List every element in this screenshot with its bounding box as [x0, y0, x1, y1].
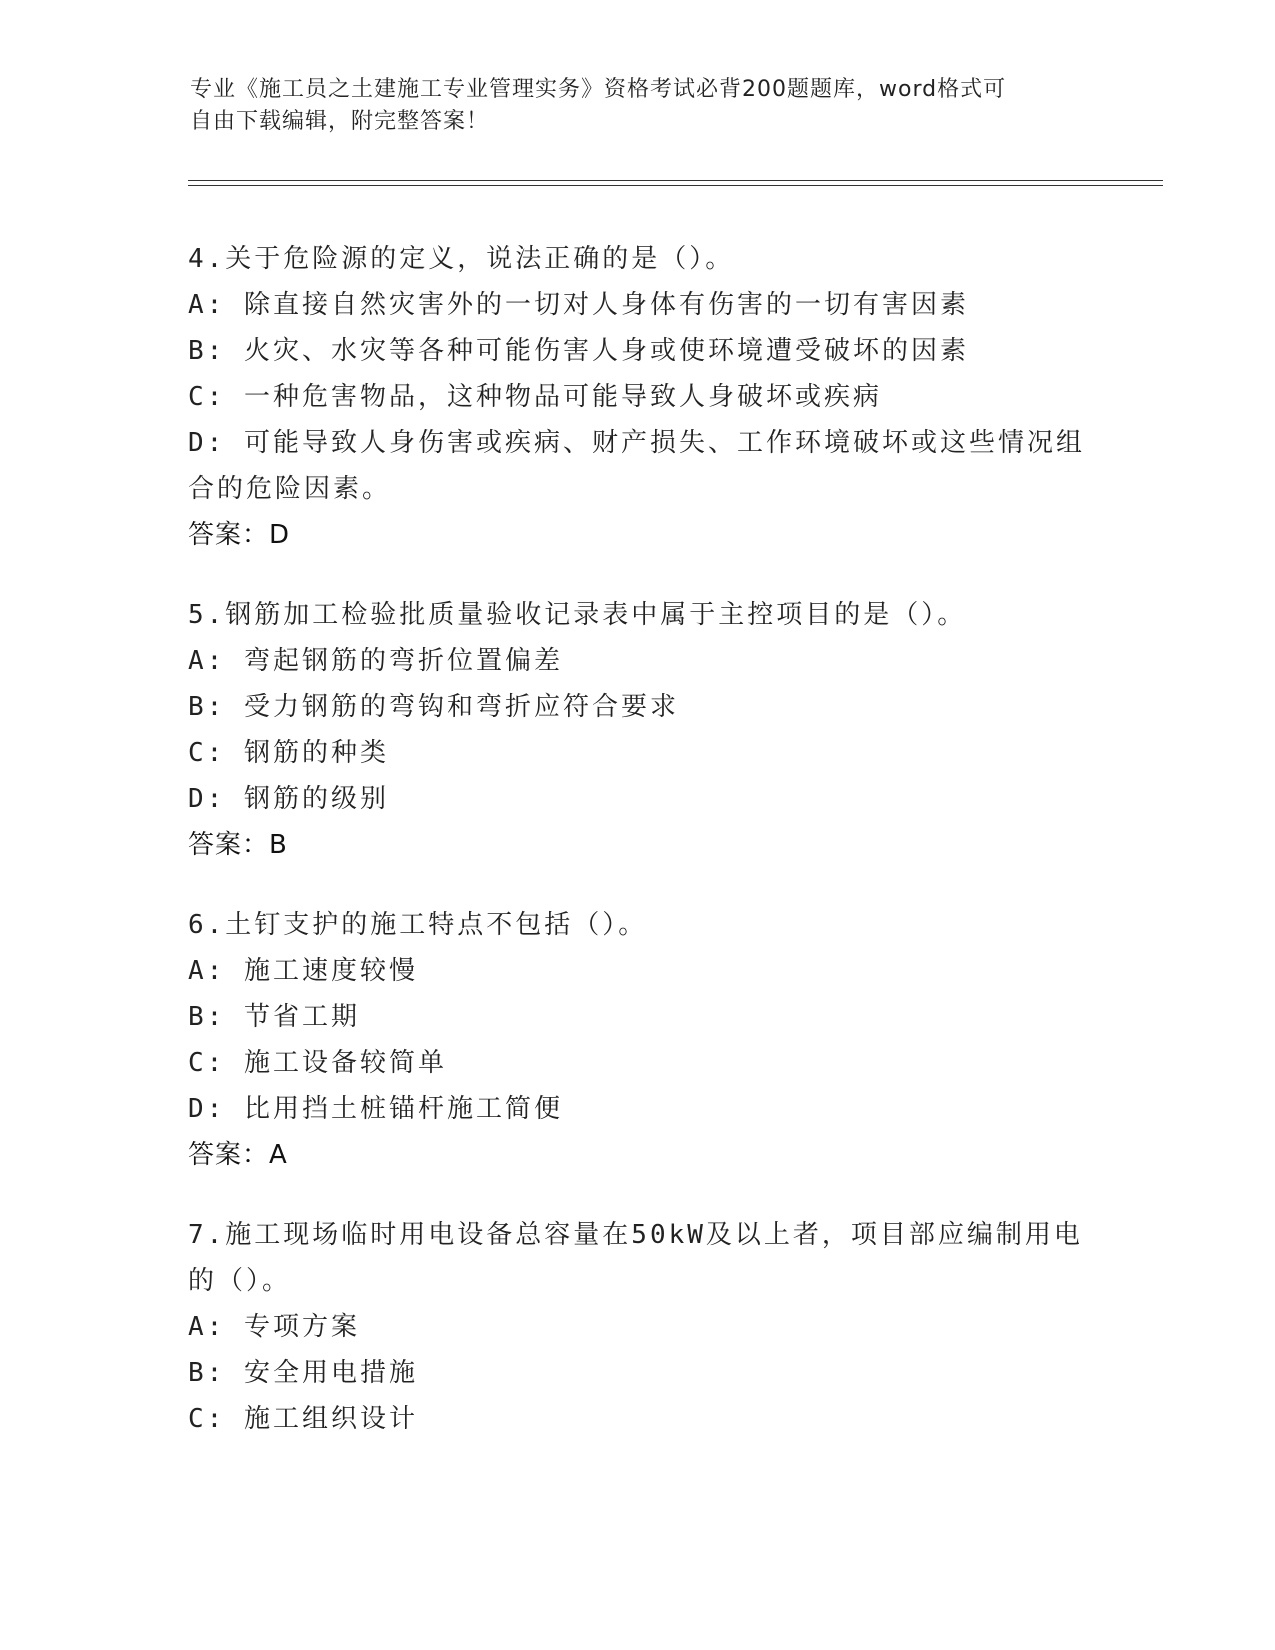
- question-stem: 7.施工现场临时用电设备总容量在50kW及以上者，项目部应编制用电: [188, 1220, 1083, 1250]
- option-b: B: 受力钢筋的弯钩和弯折应符合要求: [188, 692, 679, 722]
- option-b: B: 安全用电措施: [188, 1358, 418, 1388]
- question-stem: 6.土钉支护的施工特点不包括（）。: [188, 910, 648, 940]
- question-stem: 5.钢筋加工检验批质量验收记录表中属于主控项目的是（）。: [188, 600, 967, 630]
- question-5: [188, 592, 1088, 868]
- header-line-1: 专业《施工员之土建施工专业管理实务》资格考试必背200题题库，word格式可: [190, 77, 1007, 102]
- header-divider-bottom: [188, 185, 1163, 186]
- option-b: B: 节省工期: [188, 1002, 360, 1032]
- document-header: [190, 74, 1090, 138]
- option-d: D: 比用挡土桩锚杆施工简便: [188, 1094, 563, 1124]
- question-list: [188, 236, 1088, 1476]
- question-stem-continued: 的（）。: [188, 1266, 292, 1296]
- option-d: D: 钢筋的级别: [188, 784, 389, 814]
- option-b: B: 火灾、水灾等各种可能伤害人身或使环境遭受破坏的因素: [188, 336, 969, 366]
- question-4: [188, 236, 1088, 558]
- option-c: C: 钢筋的种类: [188, 738, 389, 768]
- question-6: [188, 902, 1088, 1178]
- option-c: C: 一种危害物品，这种物品可能导致人身破坏或疾病: [188, 382, 882, 412]
- option-d-continued: 合的危险因素。: [188, 474, 392, 504]
- header-divider-top: [188, 180, 1163, 181]
- option-d: D: 可能导致人身伤害或疾病、财产损失、工作环境破坏或这些情况组: [188, 428, 1085, 458]
- option-a: A: 除直接自然灾害外的一切对人身体有伤害的一切有害因素: [188, 290, 969, 320]
- answer: 答案：D: [188, 520, 291, 550]
- question-7: [188, 1212, 1088, 1442]
- option-a: A: 施工速度较慢: [188, 956, 418, 986]
- option-c: C: 施工设备较简单: [188, 1048, 447, 1078]
- option-c: C: 施工组织设计: [188, 1404, 418, 1434]
- header-line-2: 自由下载编辑，附完整答案！: [190, 109, 490, 134]
- option-a: A: 弯起钢筋的弯折位置偏差: [188, 646, 563, 676]
- question-stem: 4.关于危险源的定义，说法正确的是（）。: [188, 244, 735, 274]
- answer: 答案：B: [188, 830, 288, 860]
- option-a: A: 专项方案: [188, 1312, 360, 1342]
- answer: 答案：A: [188, 1140, 288, 1170]
